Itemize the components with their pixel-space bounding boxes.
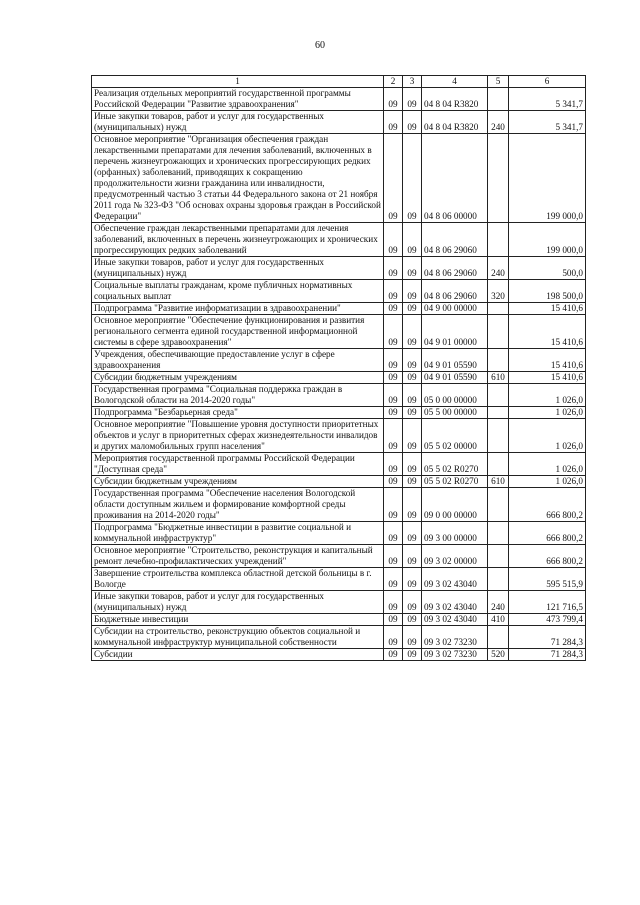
code-target-article-cell: 09 3 02 43040 [422, 614, 488, 626]
code-expense-type-cell [488, 384, 509, 407]
item-name-cell: Государственная программа "Обеспечение населения Вологодской области доступным жильем и формирование комфортной среды проживания на 2014-2020 годы" [92, 488, 384, 522]
column-header: 1 [92, 76, 384, 88]
column-header: 5 [488, 76, 509, 88]
table-row [92, 134, 586, 223]
code-target-article-cell: 04 8 06 29060 [422, 280, 488, 303]
code-expense-type-cell [488, 626, 509, 649]
item-name-cell: Бюджетные инвестиции [92, 614, 384, 626]
code-section-cell: 09 [384, 488, 403, 522]
amount-cell: 198 500,0 [509, 280, 586, 303]
code-expense-type-cell [488, 545, 509, 568]
code-section-cell: 09 [384, 614, 403, 626]
code-expense-type-cell: 240 [488, 591, 509, 614]
amount-cell: 1 026,0 [509, 407, 586, 419]
table-row [92, 419, 586, 453]
code-section-cell: 09 [384, 626, 403, 649]
code-subsection-cell: 09 [403, 614, 422, 626]
amount-cell: 15 410,6 [509, 349, 586, 372]
code-target-article-cell: 04 9 01 00000 [422, 315, 488, 349]
table-row [92, 280, 586, 303]
code-subsection-cell: 09 [403, 384, 422, 407]
code-target-article-cell: 05 5 00 00000 [422, 407, 488, 419]
item-name-cell: Субсидии на строительство, реконструкцию объектов социальной и коммунальной инфраструктур муниципальной собственности [92, 626, 384, 649]
item-name-cell: Подпрограмма "Бюджетные инвестиции в развитие социальной и коммунальной инфраструктур" [92, 522, 384, 545]
table-row [92, 545, 586, 568]
amount-cell: 199 000,0 [509, 223, 586, 257]
code-target-article-cell: 05 5 02 R0270 [422, 476, 488, 488]
code-target-article-cell: 04 8 06 29060 [422, 257, 488, 280]
item-name-cell: Субсидии [92, 649, 384, 661]
table-row [92, 614, 586, 626]
code-subsection-cell: 09 [403, 476, 422, 488]
amount-cell: 71 284,3 [509, 626, 586, 649]
code-subsection-cell: 09 [403, 303, 422, 315]
code-target-article-cell: 04 8 04 R3820 [422, 111, 488, 134]
code-expense-type-cell [488, 453, 509, 476]
code-expense-type-cell [488, 349, 509, 372]
table-row [92, 372, 586, 384]
item-name-cell: Субсидии бюджетным учреждениям [92, 476, 384, 488]
item-name-cell: Иные закупки товаров, работ и услуг для государственных (муниципальных) нужд [92, 591, 384, 614]
code-subsection-cell: 09 [403, 280, 422, 303]
amount-cell: 71 284,3 [509, 649, 586, 661]
code-subsection-cell: 09 [403, 134, 422, 223]
item-name-cell: Основное мероприятие "Строительство, реконструкция и капитальный ремонт лечебно-профилактических учреждений" [92, 545, 384, 568]
code-section-cell: 09 [384, 476, 403, 488]
code-expense-type-cell [488, 88, 509, 111]
code-subsection-cell: 09 [403, 453, 422, 476]
code-target-article-cell: 04 8 06 29060 [422, 223, 488, 257]
code-target-article-cell: 09 0 00 00000 [422, 488, 488, 522]
column-header: 3 [403, 76, 422, 88]
code-target-article-cell: 04 9 01 05590 [422, 349, 488, 372]
item-name-cell: Подпрограмма "Безбарьерная среда" [92, 407, 384, 419]
code-subsection-cell: 09 [403, 522, 422, 545]
code-expense-type-cell [488, 134, 509, 223]
code-section-cell: 09 [384, 372, 403, 384]
code-target-article-cell: 05 5 02 00000 [422, 419, 488, 453]
code-expense-type-cell: 320 [488, 280, 509, 303]
amount-cell: 1 026,0 [509, 476, 586, 488]
code-section-cell: 09 [384, 257, 403, 280]
code-section-cell: 09 [384, 649, 403, 661]
code-section-cell: 09 [384, 88, 403, 111]
table-row [92, 476, 586, 488]
amount-cell: 1 026,0 [509, 453, 586, 476]
amount-cell: 5 341,7 [509, 111, 586, 134]
code-section-cell: 09 [384, 303, 403, 315]
amount-cell: 473 799,4 [509, 614, 586, 626]
code-target-article-cell: 05 5 02 R0270 [422, 453, 488, 476]
code-section-cell: 09 [384, 223, 403, 257]
code-target-article-cell: 09 3 02 00000 [422, 545, 488, 568]
code-subsection-cell: 09 [403, 372, 422, 384]
column-header: 6 [509, 76, 586, 88]
table-row [92, 257, 586, 280]
item-name-cell: Основное мероприятие "Повышение уровня доступности приоритетных объектов и услуг в приоритетных сферах жизнедеятельности инвалидов и других маломобильных групп населения" [92, 419, 384, 453]
item-name-cell: Социальные выплаты гражданам, кроме публичных нормативных социальных выплат [92, 280, 384, 303]
table-row [92, 488, 586, 522]
amount-cell: 15 410,6 [509, 372, 586, 384]
item-name-cell: Подпрограмма "Развитие информатизации в здравоохранении" [92, 303, 384, 315]
code-expense-type-cell: 520 [488, 649, 509, 661]
code-expense-type-cell [488, 315, 509, 349]
code-subsection-cell: 09 [403, 649, 422, 661]
table-row [92, 88, 586, 111]
table-row [92, 626, 586, 649]
code-subsection-cell: 09 [403, 257, 422, 280]
code-target-article-cell: 09 3 02 73230 [422, 626, 488, 649]
code-target-article-cell: 05 0 00 00000 [422, 384, 488, 407]
table-row [92, 407, 586, 419]
amount-cell: 15 410,6 [509, 315, 586, 349]
table-row [92, 223, 586, 257]
code-target-article-cell: 04 9 01 05590 [422, 372, 488, 384]
amount-cell: 1 026,0 [509, 419, 586, 453]
code-target-article-cell: 09 3 02 43040 [422, 591, 488, 614]
code-expense-type-cell: 240 [488, 111, 509, 134]
item-name-cell: Завершение строительства комплекса областной детской больницы в г. Вологде [92, 568, 384, 591]
code-expense-type-cell [488, 568, 509, 591]
code-expense-type-cell: 410 [488, 614, 509, 626]
code-section-cell: 09 [384, 384, 403, 407]
table-row [92, 315, 586, 349]
table-row [92, 111, 586, 134]
amount-cell: 666 800,2 [509, 545, 586, 568]
code-target-article-cell: 04 9 00 00000 [422, 303, 488, 315]
table-row [92, 568, 586, 591]
code-subsection-cell: 09 [403, 419, 422, 453]
code-section-cell: 09 [384, 568, 403, 591]
code-expense-type-cell [488, 419, 509, 453]
item-name-cell: Иные закупки товаров, работ и услуг для государственных (муниципальных) нужд [92, 257, 384, 280]
code-target-article-cell: 09 3 00 00000 [422, 522, 488, 545]
code-target-article-cell: 04 8 04 R3820 [422, 88, 488, 111]
code-subsection-cell: 09 [403, 545, 422, 568]
amount-cell: 595 515,9 [509, 568, 586, 591]
code-subsection-cell: 09 [403, 223, 422, 257]
table-row [92, 453, 586, 476]
code-section-cell: 09 [384, 545, 403, 568]
item-name-cell: Основное мероприятие "Организация обеспечения граждан лекарственными препаратами для лечения заболеваний, включенных в перечень жизнеугрожающих и хронических прогрессирующих редких (орфанных) заболеваний, приводящих к сокращению продолжительности жизни гражданина или инвалидности, предусмотренный частью 3 статьи 44 Федерального закона от 21 ноября 2011 года № 323-ФЗ "Об основах охраны здоровья граждан в Российской Федерации" [92, 134, 384, 223]
item-name-cell: Обеспечение граждан лекарственными препаратами для лечения заболеваний, включенных в перечень жизнеугрожающих и хронических прогрессирующих редких заболеваний [92, 223, 384, 257]
code-expense-type-cell: 610 [488, 476, 509, 488]
code-section-cell: 09 [384, 419, 403, 453]
code-subsection-cell: 09 [403, 591, 422, 614]
code-target-article-cell: 09 3 02 43040 [422, 568, 488, 591]
code-expense-type-cell: 610 [488, 372, 509, 384]
header-row [92, 76, 586, 88]
table-row [92, 384, 586, 407]
amount-cell: 121 716,5 [509, 591, 586, 614]
column-header: 4 [422, 76, 488, 88]
amount-cell: 666 800,2 [509, 522, 586, 545]
code-subsection-cell: 09 [403, 315, 422, 349]
code-section-cell: 09 [384, 315, 403, 349]
table-row [92, 649, 586, 661]
code-subsection-cell: 09 [403, 568, 422, 591]
code-section-cell: 09 [384, 111, 403, 134]
table-row [92, 349, 586, 372]
code-expense-type-cell [488, 488, 509, 522]
table-row [92, 522, 586, 545]
code-section-cell: 09 [384, 453, 403, 476]
item-name-cell: Субсидии бюджетным учреждениям [92, 372, 384, 384]
item-name-cell: Основное мероприятие "Обеспечение функционирования и развития регионального сегмента единой государственной информационной системы в сфере здравоохранения" [92, 315, 384, 349]
code-expense-type-cell: 240 [488, 257, 509, 280]
item-name-cell: Государственная программа "Социальная поддержка граждан в Вологодской области на 2014-2020 годы" [92, 384, 384, 407]
code-expense-type-cell [488, 223, 509, 257]
code-expense-type-cell [488, 407, 509, 419]
amount-cell: 15 410,6 [509, 303, 586, 315]
column-header: 2 [384, 76, 403, 88]
code-section-cell: 09 [384, 134, 403, 223]
code-subsection-cell: 09 [403, 626, 422, 649]
amount-cell: 666 800,2 [509, 488, 586, 522]
code-target-article-cell: 04 8 06 00000 [422, 134, 488, 223]
code-subsection-cell: 09 [403, 88, 422, 111]
item-name-cell: Учреждения, обеспечивающие предоставление услуг в сфере здравоохранения [92, 349, 384, 372]
code-section-cell: 09 [384, 407, 403, 419]
code-target-article-cell: 09 3 02 73230 [422, 649, 488, 661]
code-expense-type-cell [488, 522, 509, 545]
code-subsection-cell: 09 [403, 407, 422, 419]
code-section-cell: 09 [384, 522, 403, 545]
code-section-cell: 09 [384, 349, 403, 372]
amount-cell: 5 341,7 [509, 88, 586, 111]
item-name-cell: Мероприятия государственной программы Российской Федерации "Доступная среда" [92, 453, 384, 476]
code-section-cell: 09 [384, 591, 403, 614]
amount-cell: 1 026,0 [509, 384, 586, 407]
budget-table [91, 75, 586, 661]
amount-cell: 199 000,0 [509, 134, 586, 223]
code-subsection-cell: 09 [403, 111, 422, 134]
code-subsection-cell: 09 [403, 488, 422, 522]
page-number: 60 [315, 40, 325, 51]
code-subsection-cell: 09 [403, 349, 422, 372]
table-row [92, 303, 586, 315]
code-section-cell: 09 [384, 280, 403, 303]
item-name-cell: Реализация отдельных мероприятий государственной программы Российской Федерации "Развитие здравоохранения" [92, 88, 384, 111]
item-name-cell: Иные закупки товаров, работ и услуг для государственных (муниципальных) нужд [92, 111, 384, 134]
amount-cell: 500,0 [509, 257, 586, 280]
table-row [92, 591, 586, 614]
code-expense-type-cell [488, 303, 509, 315]
